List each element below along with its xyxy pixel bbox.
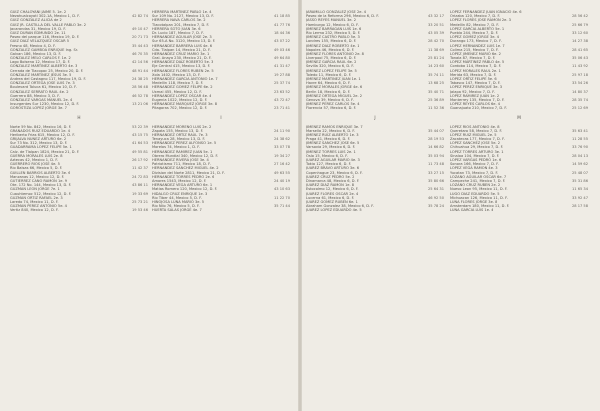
entry-text: JIMENEZ RUIZ ALBERTO 1e. 3: [306, 132, 359, 137]
entry-text: GONZALEZ MELO CARLOS F. 1e. 2: [10, 56, 71, 61]
entry-text: Dr. Lucio 187, Mexico 7, D. F.: [152, 30, 204, 35]
entry-phone: 14 66 82: [427, 145, 444, 150]
entry-phone: 49 55 81: [131, 149, 148, 154]
entry-text: Sur 109 No. 2127, Mexico 13, D. F.: [152, 14, 214, 19]
entry-text: JIMENEZ GARCIA RAUL 6e. 2: [306, 60, 357, 65]
entry-text: LOPEZ MARTINEZ PABLO 4e. 5: [450, 60, 505, 65]
entry-text: Fresno 48, Mexico 4, D. F.: [10, 43, 56, 48]
entry-phone: 49 03 46: [273, 47, 290, 52]
entry-phone: 11 42 37: [131, 166, 148, 171]
entry-text: JUAREZ GOMEZ RUBEN 6e. 1: [306, 199, 358, 204]
entry-text: Rio Tiber 44, Mexico 5, D. F.: [152, 195, 202, 200]
entry-text: GRIJALVA NUNEZ ARTURO 6e. 2: [10, 137, 67, 142]
entry-text: Rio Nilo 76, Mexico 5, D. F.: [152, 204, 200, 209]
entry-text: HERNANDEZ AGUILAR JOSE 2e. 3: [152, 35, 212, 40]
entry-text: Cda. Tlalpan 14, Mexico 21, D. F.: [152, 47, 211, 52]
entry-text: Amsterdam 180, Mexico 11, D. F.: [450, 204, 510, 209]
entry-text: Obrero Mundial 340, Mexico 12, D. F.: [152, 153, 219, 158]
entry-phone: 35 78 24: [427, 204, 444, 209]
entry-text: JUAREZ LOPEZ EDUARDO 4e. 5: [306, 208, 362, 213]
entry-text: HERNANDEZ VEGA ARTURO 6e. 1: [152, 183, 213, 188]
entry-text: Eugenia 1022, Mexico 12, D. F.: [152, 97, 208, 102]
entry-text: Genova 39, Mexico 6, D. F.: [306, 97, 354, 102]
entry-phone: [146, 106, 148, 110]
entry-phone: 41 77 76: [273, 22, 290, 27]
entry-text: Nuevo Leon 95, Mexico 11, D. F.: [450, 187, 508, 192]
entry-phone: 24 11 90: [273, 128, 290, 133]
entry-phone: 25 48 07: [571, 170, 588, 175]
directory-column-3: [306, 10, 444, 212]
entry-text: JIMENEZ BARRAGAN LUIS 1e. 6: [306, 26, 362, 31]
entry-phone: 19 33 69: [131, 191, 148, 196]
entry-text: Hamburgo 12, Mexico 6, D. F.: [306, 22, 359, 27]
entry-text: HERRERA SOTO JUAN 3e. 6: [152, 26, 201, 31]
entry-text: HERNANDEZ GARCIA ANTONIO 1e. 7: [152, 77, 218, 81]
entry-phone: 35 03 94: [427, 153, 444, 158]
entry-text: GONZALEZ GAMBOA ENRIQUE Ing. Sr.: [10, 47, 79, 52]
entry-text: Galvan 186, Mexico 13, D. F.: [10, 51, 62, 56]
entry-phone: 41 18 85: [273, 14, 290, 19]
entry-text: LOPEZ HERNANDEZ LUIS 1e. 7: [450, 43, 505, 48]
entry-text: JIMENEZ ORTEGA MIGUEL 2e. 2: [306, 93, 363, 98]
entry-text: Sevilla 320, Mexico 6, D. F.: [306, 64, 355, 69]
entry-phone: 49 64 80: [273, 56, 290, 61]
entry-phone: 28 04 13: [571, 153, 588, 158]
entry-text: LOPEZ MORALES RAUL 2e. 1: [450, 68, 501, 73]
entry-text: HERNANDEZ TORRES PEDRO 2e. 6: [152, 174, 215, 179]
entry-text: HUERTA SALAS JORGE 4e. 7: [152, 208, 202, 213]
entry-phone: 43 10 63: [273, 187, 290, 192]
entry-text: Marsella 22, Mexico 6, D. F.: [306, 128, 356, 133]
entry-text: GUZMAN LEON JORGE 7e. 1: [10, 187, 60, 192]
entry-text: Colima 215, Mexico 7, D. F.: [450, 47, 499, 52]
entry-text: Laredo 74, Mexico 11, D. F.: [10, 199, 59, 204]
entry-text: LOPEZ FERNANDEZ JUAN IGNACIO 4e. 6: [450, 10, 522, 14]
entry-text: Heriberto Frias 615, Mexico 12, D. F.: [10, 132, 75, 137]
entry-phone: 35 44 43: [131, 43, 148, 48]
entry-text: Eje Central 415, Mexico 13, D. F.: [152, 64, 211, 69]
entry-text: GUILLEN BARRIOS ALBERTO 3e. 6: [10, 170, 71, 175]
entry-text: Lucerna 61, Mexico 6, D. F.: [306, 195, 355, 200]
entry-text: LOPEZ SANCHEZ JOSE 5e. 2: [450, 141, 500, 146]
entry-text: Dinamarca 48, Mexico 6, D. F.: [306, 178, 360, 183]
entry-text: HERNANDEZ ORTIZ RAUL 7e. 3: [152, 132, 208, 137]
entry-text: Lago Bolsena 12, Mexico 17, D. F.: [10, 60, 71, 65]
entry-phone: 35 40 71: [427, 89, 444, 94]
entry-text: JIMENEZ FLORES ANTONIO 2e. 8: [306, 51, 364, 56]
entry-phone: 20 71 73: [131, 35, 148, 40]
entry-text: Aztecas 42, Mexico 1, D. F.: [10, 158, 58, 162]
entry-text: Praga 41, Mexico 6, D. F.: [306, 137, 351, 142]
entry-text: Sur 73 No. 312, Mexico 13, D. F.: [10, 141, 68, 146]
entry-text: LOPEZ FLORES JOSE RAMON 2e. 3: [450, 18, 511, 23]
entry-text: HERRERA MARTINEZ PABLO 1e. 4: [152, 10, 212, 14]
entry-text: Vertiz 840, Mexico 12, D. F.: [10, 208, 59, 213]
entry-text: HERNANDEZ BARRERA LUIS 4e. 6: [152, 43, 213, 48]
entry-text: GUIZ CHALOYANI JAIME 5. 1e. 2: [10, 10, 67, 14]
entry-text: Cordoba 114, Mexico 7, D. F.: [450, 64, 502, 69]
entry-phone: 19 53 46: [131, 208, 148, 213]
entry-phone: 46 70 35: [131, 51, 148, 56]
entry-phone: 11 28 55: [571, 137, 588, 142]
directory-column-2: [152, 10, 290, 212]
entry-text: LOPEZ VEGA RAMON 4e. 3: [450, 166, 498, 171]
entry-text: JARAMILLO GONZALEZ JOSE 2e. 4: [306, 10, 367, 14]
entry-phone: 25 73 21: [131, 199, 148, 204]
entry-text: Rio Balsas 66, Mexico 5, D. F.: [10, 166, 63, 171]
entry-text: Napoles 46, Mexico 6, D. F.: [306, 47, 355, 52]
entry-phone: 11 22 70: [273, 195, 290, 200]
entry-text: JIMENEZ CASTRO PABLO 5e. 3: [306, 35, 360, 40]
entry-text: Tabasco 147, Mexico 7, D. F.: [450, 81, 501, 86]
entry-phone: 33 12 60: [571, 30, 588, 35]
entry-phone: 35 80 66: [427, 178, 444, 183]
directory-entry: [450, 208, 588, 212]
entry-text: HERNANDEZ PEREZ ALFONSO 1e. 5: [152, 141, 217, 146]
entry-phone: 35 63 41: [571, 128, 588, 133]
entry-phone: 25 81 24: [427, 56, 444, 61]
entry-text: GONZALEZ ORTEGA JOSE LUIS 7e. 3: [10, 81, 75, 86]
entry-text: GUIZ DURAN EDMUNDO 2e. 11: [10, 30, 66, 35]
entry-text: Cuauhtemoc 512, Mexico 12, D. F.: [10, 191, 72, 196]
entry-phone: 14 59 62: [571, 162, 588, 167]
entry-phone: 24 72 83: [131, 174, 148, 179]
entry-text: Toledo 11, Mexico 6, D. F.: [306, 72, 352, 77]
entry-phone: 33 76 90: [571, 145, 588, 150]
entry-phone: 35 71 44: [273, 204, 290, 209]
entry-phone: 27 16 42: [273, 162, 290, 167]
entry-text: JIMENEZ TORRES LUIS 2e. 1: [306, 149, 356, 154]
entry-text: Rio Lerma 232, Mexico 5, D. F.: [306, 30, 361, 35]
entry-phone: 46 92 50: [427, 195, 444, 200]
section-letter: H: [77, 114, 81, 120]
entry-phone: 35 31 86: [571, 178, 588, 183]
entry-text: Zacatecas 177, Mexico 7, D. F.: [450, 137, 505, 142]
entry-text: LOPEZ PEREZ ENRIQUE 3e. 3: [450, 85, 503, 90]
entry-text: Berlin 18, Mexico 6, D. F.: [306, 89, 351, 94]
entry-text: HERNANDEZ LOPEZ OSCAR 4e. 4: [152, 93, 212, 98]
entry-phone: 11 52 36: [427, 106, 444, 111]
entry-text: LOPEZ VARGAS PEDRO 1e. 6: [450, 158, 502, 162]
entry-text: LOPEZ RUIZ MIGUEL 2e. 5: [450, 132, 497, 137]
entry-text: Medellin 118, Mexico 7, D. F.: [152, 81, 204, 86]
entry-phone: 33 92 47: [571, 195, 588, 200]
directory-entry: [152, 208, 290, 212]
entry-text: Xola 1402, Mexico 13, D. F.: [152, 72, 201, 77]
entry-phone: 48 91 44: [131, 68, 148, 73]
entry-text: HERRERA NAVA CARLOS 3e. 2: [152, 18, 206, 23]
entry-text: LOPEZ RIOS ANTONIO 4e. 8: [450, 124, 500, 129]
entry-phone: 24 38 25: [131, 77, 148, 81]
entry-text: Medellin 82, Mexico 7, D. F.: [450, 22, 500, 27]
entry-phone: 43 07 22: [273, 39, 290, 44]
entry-phone: 23 63 52: [273, 89, 290, 94]
entry-text: HIDALGO CRUZ ENRIQUE 1e. 3: [152, 191, 208, 196]
entry-text: LOZANO CRUZ RUBEN 2e. 2: [450, 183, 501, 188]
entry-text: JUAREZ FLORES OSCAR 2e. 4: [306, 191, 359, 196]
entry-text: HERNANDEZ CRUZ MARIO 3e. 1: [152, 51, 210, 56]
entry-text: JASSO REYES MANUEL 3e. 2: [306, 18, 357, 23]
entry-text: LOPEZ ORTIZ FELIPE 5e. 6: [450, 77, 497, 81]
entry-text: Nezahualcoyotl 302-1A, Mexico 1, D. F.: [10, 14, 80, 19]
entry-text: HERNANDEZ MARQUEZ JORGE 3e. 8: [152, 102, 217, 107]
entry-text: GUERRA MORALES LUIS 2e. 8: [10, 153, 63, 158]
entry-text: Sinaloa 104, Mexico 7, D. F.: [450, 153, 500, 158]
entry-text: Tenayuca 28, Mexico 13, D. F.: [152, 137, 206, 142]
entry-phone: 13 21 06: [131, 102, 148, 107]
entry-phone: 28 56 48: [131, 85, 148, 90]
entry-phone: 11 73 48: [427, 162, 444, 167]
entry-text: GUIZ JR. CASTILLA DEL VALLE PABLO 3e. 2: [10, 22, 87, 27]
entry-text: GUIZ GONZALEZ ALICIA de 2: [10, 18, 62, 23]
entry-text: Varsovia 29, Mexico 6, D. F.: [306, 145, 356, 150]
entry-text: GUZMAN ORTIZ RAFAEL 2e. 3: [10, 195, 63, 200]
entry-text: JIMENEZ PEREZ CARLOS 5e. 4: [306, 102, 360, 107]
entry-text: GUTIERREZ CANO RAMON 1e. 9: [10, 178, 68, 183]
entry-text: Yucatan 73, Mexico 7, D. F.: [450, 170, 499, 175]
entry-phone: 33 20 51: [427, 22, 444, 27]
entry-text: JIMENEZ MORALES JORGE 4e. 6: [306, 85, 363, 90]
entry-text: Puebla 244, Mexico 7, D. F.: [450, 30, 499, 35]
entry-text: LOPEZ GOMEZ JORGE 3e. 4: [450, 35, 499, 40]
entry-text: Paseo de la Reforma 296, Mexico 6, D. F.: [306, 14, 379, 19]
entry-text: Oslo 15, Mexico 6, D. F.: [306, 153, 348, 158]
entry-text: Monterrey 135, Mexico 7, D. F.: [450, 97, 505, 102]
entry-phone: 18 44 36: [273, 30, 290, 35]
entry-phone: 41 31 47: [273, 64, 290, 69]
entry-text: JIMENEZ LOPEZ FELIPE 3e. 5: [306, 68, 357, 73]
entry-phone: 42 82 74: [131, 14, 148, 19]
entry-text: Queretaro 58, Mexico 7, D. F.: [450, 128, 503, 133]
section-letter: M: [517, 114, 521, 120]
entry-text: GONZALEZ SERRATO RAUL 4e. 2: [10, 89, 69, 94]
entry-text: Guerrero 88, Mexico 3, D. F.: [10, 93, 60, 98]
entry-text: Tonala 87, Mexico 7, D. F.: [450, 56, 496, 61]
entry-text: LOZANO AGUILAR OSCAR 6e. 7: [450, 174, 507, 179]
entry-phone: 11 38 69: [427, 47, 444, 52]
entry-text: LUNA FLORES JORGE 3e. 8: [450, 199, 498, 204]
entry-phone: 28 19 53: [427, 137, 444, 142]
entry-text: Florencia 57, Mexico 6, D. F.: [306, 106, 357, 111]
entry-text: Abraham Gonzalez 38, Mexico 6, D. F.: [306, 204, 374, 209]
entry-phone: [442, 208, 444, 212]
entry-text: HERNANDEZ FLORES RUBEN 2e. 5: [152, 68, 214, 73]
entry-text: Andrea del Castagno 117, Mexico 19, D. F.: [10, 77, 87, 81]
entry-text: Havre 64, Mexico 6, D. F.: [306, 81, 351, 86]
entry-text: LOPEZ RAMIREZ JUAN 1e. 2: [450, 93, 500, 98]
entry-phone: 33 07 78: [273, 145, 290, 150]
entry-text: Campeche 241, Mexico 7, D. F.: [450, 178, 506, 183]
entry-text: JIMENEZ DIAZ ROBERTO 4e. 1: [306, 43, 360, 48]
entry-phone: 24 40 19: [273, 178, 290, 183]
entry-phone: 28 17 58: [571, 204, 588, 209]
entry-phone: 43 05 39: [427, 30, 444, 35]
entry-text: JIMENEZ SANCHEZ JOSE 6e. 5: [306, 141, 360, 146]
entry-phone: 35 44 07: [427, 128, 444, 133]
entry-text: Orizaba 120, Mexico 7, D. F.: [450, 14, 501, 19]
entry-text: Morelos 74, Mexico 1, D. F.: [152, 145, 200, 150]
entry-text: JIMENEZ RAMOS ENRIQUE 3e. 7: [306, 124, 363, 129]
entry-phone: 33 27 15: [427, 170, 444, 175]
entry-text: Chihuahua 29, Mexico 7, D. F.: [450, 145, 504, 150]
entry-text: GONZALEZ MARTINEZ ALBERTO 4e. 3: [10, 64, 78, 69]
entry-text: Manzanas 12, Mexico 12, D. F.: [10, 174, 65, 179]
entry-phone: 43 72 47: [273, 97, 290, 102]
entry-text: HERNANDEZ SANCHEZ MIGUEL 4e. 2: [152, 166, 219, 171]
entry-text: LOPEZ REYES CARLOS 6e. 4: [450, 102, 501, 107]
entry-text: Calz. de Tlalpan 1824, Mexico 21, D. F.: [10, 149, 80, 154]
entry-text: Jacarandas 31, Mexico 19, D. F.: [10, 26, 66, 31]
entry-text: Sonora 166, Mexico 7, D. F.: [450, 162, 499, 167]
entry-text: JUAREZ CRUZ PEDRO 5e. 2: [306, 174, 355, 179]
entry-text: Jalapa 92, Mexico 7, D. F.: [450, 89, 495, 94]
entry-text: GUIZ DIAZ VELAZQUEZ OSCAR 5: [10, 39, 70, 44]
entry-phone: [586, 208, 588, 212]
entry-phone: 28 56 42: [571, 14, 588, 19]
entry-text: LOPEZ JIMENEZ MARIO 6e. 2: [450, 51, 501, 56]
entry-text: GONZALEZ VARGAS MANUEL 2e. 4: [10, 97, 73, 102]
section-letter: J: [374, 114, 376, 120]
entry-phone: 23 71 41: [273, 106, 290, 111]
entry-phone: 25 37 74: [273, 81, 290, 86]
entry-text: GOROSTIZA LOPEZ JORGE 3e. 7: [10, 106, 67, 111]
entry-text: Merida 63, Mexico 7, D. F.: [450, 72, 497, 77]
entry-phone: 25 66 79: [571, 22, 588, 27]
entry-text: Londres 155, Mexico 6, D. F.: [306, 39, 357, 44]
entry-phone: 24 38 62: [273, 137, 290, 142]
entry-phone: 28 41 65: [571, 47, 588, 52]
entry-phone: 19 34 27: [273, 153, 290, 158]
entry-phone: 14 23 60: [427, 64, 444, 69]
directory-entry: [306, 208, 444, 212]
entry-phone: 25 64 31: [427, 187, 444, 192]
entry-phone: 42 14 56: [131, 60, 148, 65]
entry-phone: 28 42 70: [427, 39, 444, 44]
entry-text: HERNANDEZ GOMEZ FELIPE 6e. 2: [152, 85, 213, 90]
entry-phone: 19 27 88: [273, 72, 290, 77]
entry-text: LOPEZ GARCIA ALBERTO 5e. 1: [450, 26, 505, 31]
entry-text: Matias Romero 120, Mexico 12, D. F.: [152, 187, 218, 192]
entry-text: HERNANDEZ DIAZ ROBERTO 5e. 3: [152, 60, 214, 65]
directory-column-1: [10, 10, 148, 212]
entry-text: HINOJOSA LUNA MARIO 3e. 5: [152, 199, 205, 204]
entry-text: Michoacan 126, Mexico 11, D. F.: [450, 195, 508, 200]
entry-text: Patriotismo 711, Mexico 18, D. F.: [152, 162, 211, 167]
entry-text: GONZALEZ MARTINEZ JESUS 3e. 5: [10, 72, 72, 77]
entry-text: Amores 1543, Mexico 12, D. F.: [152, 178, 207, 183]
entry-text: Paseo del parque 116, Mexico 19, D. F.: [10, 35, 80, 40]
entry-text: Tokio 127, Mexico 6, D. F.: [306, 162, 352, 167]
entry-phone: 43 15 75: [131, 132, 148, 137]
entry-phone: 14 80 37: [571, 89, 588, 94]
entry-text: Estocolmo 12, Mexico 6, D. F.: [306, 187, 359, 192]
entry-text: Gral. Anaya 230, Mexico 21, D. F.: [152, 56, 212, 61]
directory-entry: [10, 208, 148, 212]
entry-text: Sur 65-A No. 3120, Mexico 13, D. F.: [152, 39, 216, 44]
entry-text: JUAREZ DIAZ RAMON 1e. 8: [306, 183, 355, 188]
entry-text: Copenhague 23, Mexico 6, D. F.: [306, 170, 363, 175]
entry-phone: 11 65 34: [571, 187, 588, 192]
entry-phone: 25 97 18: [571, 72, 588, 77]
entry-text: Ote. 172 No. 144, Mexico 13, D. F.: [10, 183, 72, 188]
entry-phone: 28 35 74: [571, 97, 588, 102]
entry-text: Uxmal 455, Mexico 12, D. F.: [152, 89, 202, 94]
entry-text: Tlacotalpan 201, Mexico 7, D. F.: [152, 22, 210, 27]
entry-phone: 25 36 89: [427, 97, 444, 102]
directory-column-4: [450, 10, 588, 212]
entry-text: HERNANDEZ RAMIREZ JUAN 5e. 1: [152, 149, 213, 154]
entry-text: GUERRERO RIOS JOSE 4e. 5: [10, 162, 60, 167]
entry-text: JUAREZ BRAVO ARTURO 3e. 6: [306, 166, 359, 171]
entry-text: Division del Norte 2811, Mexico 21, D. F.: [152, 170, 225, 175]
entry-phone: 46 52 78: [131, 93, 148, 98]
section-letter: I: [220, 114, 222, 120]
entry-text: LUGO DIAZ EDUARDO 5e. 5: [450, 191, 500, 196]
entry-phone: 14 27 38: [571, 39, 588, 44]
entry-phone: [288, 208, 290, 212]
entry-text: HERNANDEZ MORENO LUIS 2e. 2: [152, 124, 212, 129]
entry-text: Cerrada de Tlacopac 25, Mexico 20, D. F.: [10, 68, 84, 73]
entry-text: Guanajuato 210, Mexico 7, D. F.: [450, 106, 508, 111]
page-gutter: [298, 0, 302, 411]
entry-text: Durango 173, Mexico 7, D. F.: [450, 39, 502, 44]
entry-phone: 49 10 47: [131, 26, 148, 31]
entry-text: HERNANDEZ RIVERA JOSE 3e. 4: [152, 158, 209, 162]
entry-phone: 41 64 53: [131, 141, 148, 146]
entry-text: GUZMAN PEREZ ANTONIO 5e. 4: [10, 204, 67, 209]
entry-text: LUNA GARCIA LUIS 1e. 4: [450, 208, 494, 213]
entry-phone: 13 68 25: [427, 81, 444, 86]
entry-text: Insurgentes Sur 1230, Mexico 12, D. F.: [10, 102, 80, 107]
entry-phone: 26 17 92: [131, 158, 148, 162]
entry-text: JUAREZ AGUILAR MARIO 4e. 3: [306, 158, 360, 162]
entry-phone: 43 32 17: [427, 14, 444, 19]
entry-text: Norte 59 No. 842, Mexico 16, D. F.: [10, 124, 72, 129]
entry-text: Pitagoras 702, Mexico 12, D. F.: [152, 106, 208, 111]
entry-phone: 35 06 43: [571, 56, 588, 61]
entry-phone: 35 74 11: [427, 72, 444, 77]
entry-phone: 33 54 26: [571, 81, 588, 86]
entry-text: LOPEZ TORRES ARTURO 3e. 1: [450, 149, 504, 154]
entry-phone: 11 43 92: [571, 64, 588, 69]
entry-text: Zapata 155, Mexico 13, D. F.: [152, 128, 204, 133]
entry-text: GUADARRAMA LOPEZ FELIPE 5e. 1: [10, 145, 72, 150]
entry-phone: 53 22 39: [131, 124, 148, 129]
entry-text: GRANADOS RUIZ EDUARDO 1e. 4: [10, 128, 70, 133]
entry-phone: 43 86 11: [131, 183, 148, 188]
entry-text: JIMENEZ MARTINEZ JUAN 1e. 1: [306, 77, 361, 81]
entry-phone: 25 12 69: [571, 106, 588, 111]
entry-text: Boulevard Toluca 61, Mexico 10, D. F.: [10, 85, 77, 90]
entry-text: Liverpool 75, Mexico 6, D. F.: [306, 56, 357, 61]
entry-phone: 49 63 55: [273, 170, 290, 175]
